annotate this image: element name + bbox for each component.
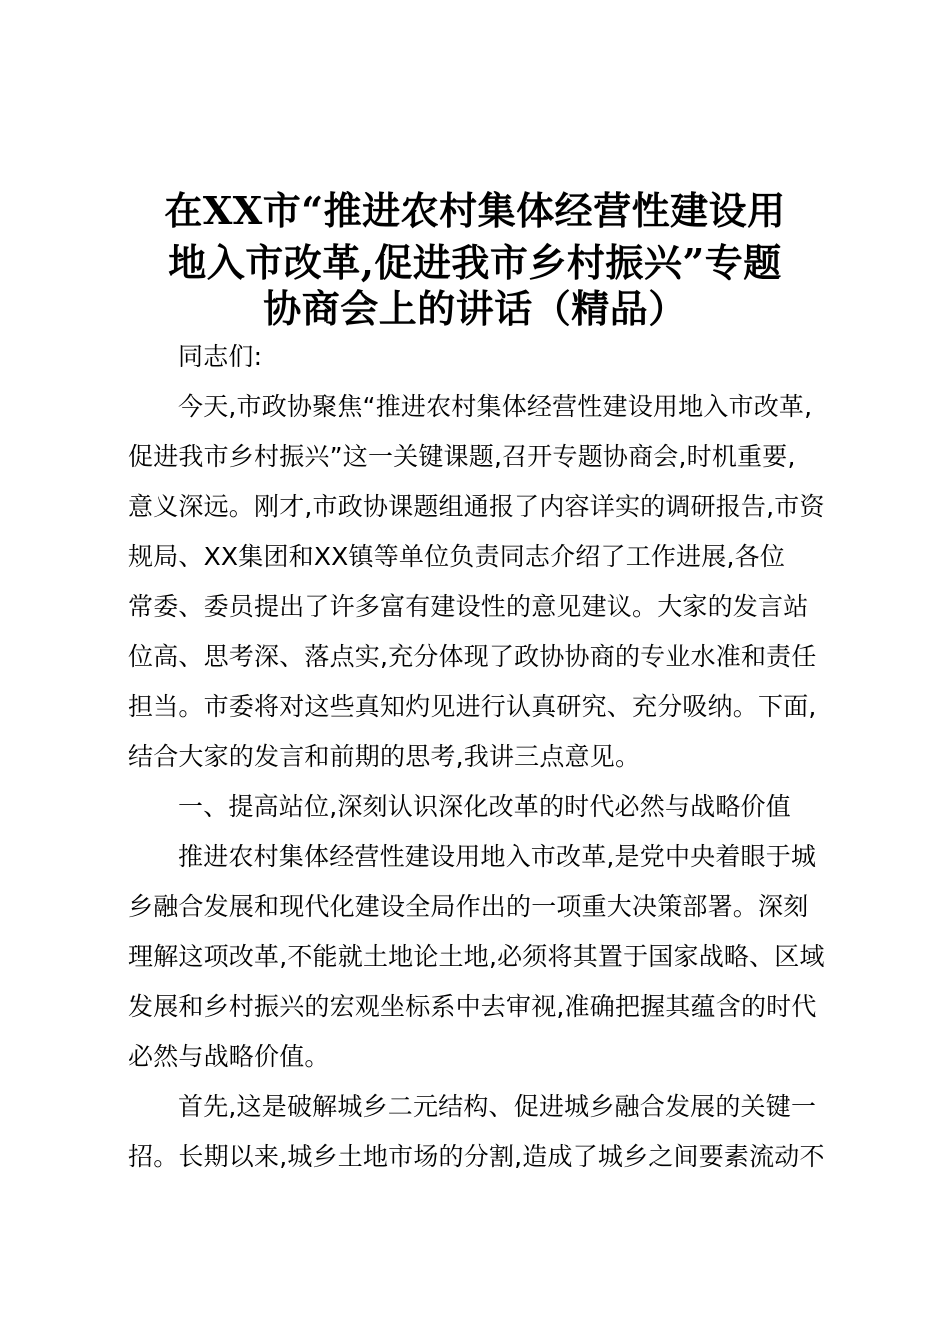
body-line: 首先,这是破解城乡二元结构、促进城乡融合发展的关键一 [178, 1092, 817, 1121]
body-line: 招。长期以来,城乡土地市场的分割,造成了城乡之间要素流动不 [128, 1142, 825, 1171]
document-title-line-1: 在XX市“推进农村集体经营性建设用 [164, 188, 786, 233]
body-line: 常委、委员提出了许多富有建设性的意见建议。大家的发言站 [128, 592, 809, 621]
body-line: 理解这项改革,不能就土地论土地,必须将其置于国家战略、区域 [128, 942, 825, 971]
body-line: 今天,市政协聚焦“推进农村集体经营性建设用地入市改革, [178, 392, 813, 421]
body-line: 乡融合发展和现代化建设全局作出的一项重大决策部署。深刻 [128, 892, 809, 921]
body-line: 位高、思考深、落点实,充分体现了政协协商的专业水准和责任 [128, 642, 817, 671]
document-title-line-2: 地入市改革,促进我市乡村振兴”专题 [168, 240, 782, 285]
body-line: 担当。市委将对这些真知灼见进行认真研究、充分吸纳。下面, [128, 692, 817, 721]
document-title-line-3: 协商会上的讲话（精品） [263, 286, 687, 331]
section-heading: 一、提高站位,深刻认识深化改革的时代必然与战略价值 [178, 792, 791, 821]
body-line: 必然与战略价值。 [128, 1042, 330, 1071]
body-line: 推进农村集体经营性建设用地入市改革,是党中央着眼于城 [178, 842, 817, 871]
body-line: 结合大家的发言和前期的思考,我讲三点意见。 [128, 742, 641, 771]
salutation: 同志们: [178, 342, 263, 371]
body-line: 发展和乡村振兴的宏观坐标系中去审视,准确把握其蕴含的时代 [128, 992, 817, 1021]
body-line: 意义深远。刚才,市政协课题组通报了内容详实的调研报告,市资 [128, 492, 825, 521]
body-line: 促进我市乡村振兴”这一关键课题,召开专题协商会,时机重要, [128, 442, 796, 471]
body-line: 规局、XX集团和XX镇等单位负责同志介绍了工作进展,各位 [128, 542, 786, 571]
